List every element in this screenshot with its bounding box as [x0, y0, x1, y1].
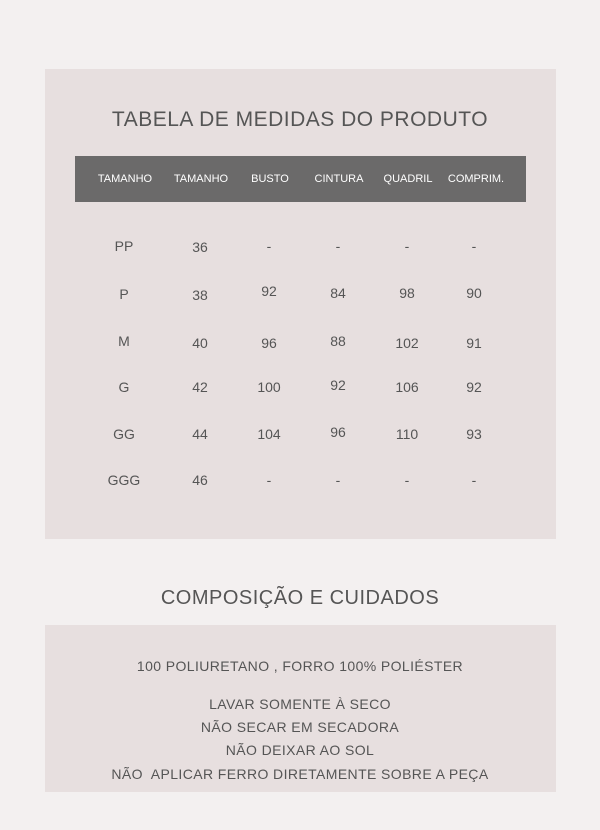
composition-title: COMPOSIÇÃO E CUIDADOS	[160, 587, 440, 609]
table-cell: 84	[330, 285, 346, 301]
table-cell: 98	[399, 285, 415, 301]
table-cell: G	[118, 379, 130, 395]
size-table-header	[75, 156, 526, 202]
table-cell: 38	[192, 287, 208, 303]
table-cell: 42	[192, 379, 208, 395]
table-cell: -	[404, 472, 410, 488]
table-cell: P	[119, 286, 129, 302]
table-cell: 100	[257, 379, 281, 395]
table-cell: -	[335, 238, 341, 254]
table-cell: 36	[192, 239, 208, 255]
table-cell: 92	[330, 377, 346, 393]
table-cell: GGG	[107, 472, 141, 488]
table-cell: -	[404, 238, 410, 254]
table-cell: -	[266, 472, 272, 488]
table-cell: 96	[261, 335, 277, 351]
size-table-title: TABELA DE MEDIDAS DO PRODUTO	[111, 108, 489, 131]
table-cell: 46	[192, 472, 208, 488]
table-cell: 44	[192, 426, 208, 442]
table-cell: M	[118, 333, 130, 349]
table-cell: 104	[257, 426, 281, 442]
header-tamanho-2: TAMANHO	[173, 173, 229, 185]
header-busto: BUSTO	[251, 173, 289, 185]
header-tamanho-1: TAMANHO	[97, 173, 153, 185]
table-cell: 110	[395, 426, 419, 442]
table-cell: 106	[395, 379, 419, 395]
table-cell: GG	[113, 426, 135, 442]
care-line: NÃO SECAR EM SECADORA	[200, 719, 400, 735]
table-cell: 91	[466, 335, 482, 351]
table-cell: 40	[192, 335, 208, 351]
header-comprim: COMPRIM.	[447, 173, 505, 185]
table-cell: 88	[330, 333, 346, 349]
table-cell: 96	[330, 424, 346, 440]
care-line: LAVAR SOMENTE À SECO	[209, 696, 391, 712]
table-cell: -	[266, 238, 272, 254]
table-cell: 93	[466, 426, 482, 442]
size-table-card	[45, 69, 556, 539]
care-line: NÃO APLICAR FERRO DIRETAMENTE SOBRE A PEÇA	[111, 766, 489, 782]
material-text: 100 POLIURETANO , FORRO 100% POLIÉSTER	[136, 658, 464, 674]
header-quadril: QUADRIL	[383, 173, 433, 185]
table-cell: -	[335, 472, 341, 488]
table-cell: -	[471, 472, 477, 488]
table-cell: 102	[395, 335, 419, 351]
care-line: NÃO DEIXAR AO SOL	[225, 742, 375, 758]
table-cell: 90	[466, 285, 482, 301]
header-cintura: CINTURA	[314, 173, 364, 185]
table-cell: 92	[466, 379, 482, 395]
table-cell: PP	[114, 238, 134, 254]
table-cell: -	[471, 238, 477, 254]
table-cell: 92	[261, 283, 277, 299]
